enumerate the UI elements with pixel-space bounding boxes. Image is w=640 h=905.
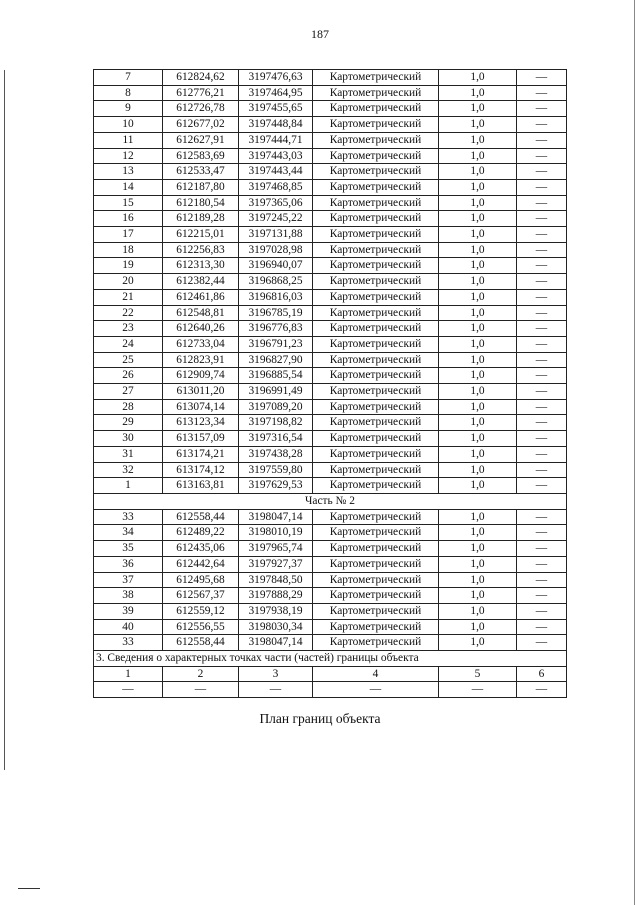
point-number-cell: 8 [94,85,163,101]
table-row [94,352,567,368]
y-coordinate-cell: 3197938,19 [239,603,313,619]
table-row [94,525,567,541]
table-row [94,431,567,447]
y-coordinate-cell: 3197028,98 [239,242,313,258]
method-cell: Картометрический [313,70,439,86]
y-coordinate-cell: 3197927,37 [239,556,313,572]
y-coordinate-cell: 3197365,06 [239,195,313,211]
y-coordinate-cell: 3197455,65 [239,101,313,117]
accuracy-cell: 1,0 [439,179,517,195]
method-cell: Картометрический [313,431,439,447]
method-cell: Картометрический [313,179,439,195]
description-cell: — [517,588,567,604]
point-number-cell: 21 [94,289,163,305]
table-section-3 [94,651,567,698]
x-coordinate-cell: 612187,80 [163,179,239,195]
method-cell: Картометрический [313,117,439,133]
y-coordinate-cell: 3197443,44 [239,164,313,180]
accuracy-cell: 1,0 [439,85,517,101]
description-cell: — [517,258,567,274]
right-margin-rule [634,0,635,905]
y-coordinate-cell: 3197888,29 [239,588,313,604]
table-row [94,478,567,494]
method-cell: Картометрический [313,399,439,415]
point-number-cell: 28 [94,399,163,415]
x-coordinate-cell: 612909,74 [163,368,239,384]
x-coordinate-cell: 612489,22 [163,525,239,541]
x-coordinate-cell: 613074,14 [163,399,239,415]
section-3-header-cell: 5 [439,666,517,682]
section-3-header-cell: 4 [313,666,439,682]
method-cell: Картометрический [313,258,439,274]
x-coordinate-cell: 612442,64 [163,556,239,572]
x-coordinate-cell: 612559,12 [163,603,239,619]
method-cell: Картометрический [313,289,439,305]
description-cell: — [517,352,567,368]
x-coordinate-cell: 612313,30 [163,258,239,274]
accuracy-cell: 1,0 [439,588,517,604]
description-cell: — [517,70,567,86]
x-coordinate-cell: 612548,81 [163,305,239,321]
point-number-cell: 36 [94,556,163,572]
x-coordinate-cell: 612627,91 [163,132,239,148]
accuracy-cell: 1,0 [439,274,517,290]
point-number-cell: 20 [94,274,163,290]
description-cell: — [517,336,567,352]
accuracy-cell: 1,0 [439,101,517,117]
method-cell: Картометрический [313,462,439,478]
x-coordinate-cell: 613157,09 [163,431,239,447]
point-number-cell: 1 [94,478,163,494]
method-cell: Картометрический [313,415,439,431]
table-row [94,70,567,86]
section-3-header-cell: 6 [517,666,567,682]
table-row [94,588,567,604]
point-number-cell: 9 [94,101,163,117]
y-coordinate-cell: 3197476,63 [239,70,313,86]
section-3-cell: — [163,682,239,698]
x-coordinate-cell: 612533,47 [163,164,239,180]
x-coordinate-cell: 612677,02 [163,117,239,133]
y-coordinate-cell: 3197131,88 [239,227,313,243]
accuracy-cell: 1,0 [439,352,517,368]
table-body-part-2 [94,509,567,650]
x-coordinate-cell: 613174,12 [163,462,239,478]
description-cell: — [517,368,567,384]
method-cell: Картометрический [313,509,439,525]
accuracy-cell: 1,0 [439,415,517,431]
y-coordinate-cell: 3197468,85 [239,179,313,195]
method-cell: Картометрический [313,132,439,148]
plan-title: План границ объекта [259,711,381,726]
accuracy-cell: 1,0 [439,603,517,619]
accuracy-cell: 1,0 [439,321,517,337]
description-cell: — [517,603,567,619]
table-row [94,619,567,635]
part-2-label: Часть № 2 [94,493,567,509]
method-cell: Картометрический [313,603,439,619]
y-coordinate-cell: 3198030,34 [239,619,313,635]
accuracy-cell: 1,0 [439,148,517,164]
method-cell: Картометрический [313,211,439,227]
accuracy-cell: 1,0 [439,619,517,635]
accuracy-cell: 1,0 [439,227,517,243]
table-body-part-1 [94,70,567,494]
y-coordinate-cell: 3197443,03 [239,148,313,164]
table-row [94,132,567,148]
table-row [94,117,567,133]
method-cell: Картометрический [313,336,439,352]
point-number-cell: 14 [94,179,163,195]
y-coordinate-cell: 3197245,22 [239,211,313,227]
method-cell: Картометрический [313,619,439,635]
accuracy-cell: 1,0 [439,195,517,211]
y-coordinate-cell: 3196776,83 [239,321,313,337]
table-row [94,305,567,321]
accuracy-cell: 1,0 [439,70,517,86]
x-coordinate-cell: 612567,37 [163,588,239,604]
table-row [94,541,567,557]
description-cell: — [517,289,567,305]
y-coordinate-cell: 3197316,54 [239,431,313,447]
table-row [94,399,567,415]
point-number-cell: 17 [94,227,163,243]
description-cell: — [517,101,567,117]
section-3-header-row [94,666,567,682]
point-number-cell: 22 [94,305,163,321]
description-cell: — [517,227,567,243]
section-3-cell: — [94,682,163,698]
description-cell: — [517,321,567,337]
accuracy-cell: 1,0 [439,399,517,415]
description-cell: — [517,478,567,494]
section-3-cell: — [439,682,517,698]
description-cell: — [517,305,567,321]
point-number-cell: 26 [94,368,163,384]
y-coordinate-cell: 3197629,53 [239,478,313,494]
description-cell: — [517,446,567,462]
y-coordinate-cell: 3196868,25 [239,274,313,290]
accuracy-cell: 1,0 [439,336,517,352]
method-cell: Картометрический [313,164,439,180]
table-row [94,85,567,101]
table-row [94,635,567,651]
x-coordinate-cell: 612558,44 [163,509,239,525]
table-row [94,164,567,180]
table-row [94,556,567,572]
description-cell: — [517,242,567,258]
y-coordinate-cell: 3196991,49 [239,384,313,400]
table-row [94,195,567,211]
accuracy-cell: 1,0 [439,211,517,227]
method-cell: Картометрический [313,478,439,494]
x-coordinate-cell: 612495,68 [163,572,239,588]
point-number-cell: 33 [94,509,163,525]
table-row [94,148,567,164]
point-number-cell: 19 [94,258,163,274]
table-row [94,258,567,274]
y-coordinate-cell: 3197444,71 [239,132,313,148]
section-3-cell: — [517,682,567,698]
accuracy-cell: 1,0 [439,478,517,494]
table-row [94,336,567,352]
section-3-cell: — [313,682,439,698]
description-cell: — [517,415,567,431]
point-number-cell: 16 [94,211,163,227]
method-cell: Картометрический [313,101,439,117]
table-row [94,101,567,117]
method-cell: Картометрический [313,321,439,337]
x-coordinate-cell: 613163,81 [163,478,239,494]
section-3-header-cell: 2 [163,666,239,682]
description-cell: — [517,274,567,290]
accuracy-cell: 1,0 [439,305,517,321]
x-coordinate-cell: 612583,69 [163,148,239,164]
accuracy-cell: 1,0 [439,289,517,305]
method-cell: Картометрический [313,274,439,290]
x-coordinate-cell: 612256,83 [163,242,239,258]
point-number-cell: 27 [94,384,163,400]
section-3-title: 3. Сведения о характерных точках части (частей) границы объекта [94,651,567,667]
description-cell: — [517,556,567,572]
y-coordinate-cell: 3198047,14 [239,635,313,651]
x-coordinate-cell: 612461,86 [163,289,239,305]
point-number-cell: 23 [94,321,163,337]
description-cell: — [517,431,567,447]
table-row [94,289,567,305]
description-cell: — [517,179,567,195]
section-3-header-cell: 1 [94,666,163,682]
left-margin-rule [4,70,5,770]
x-coordinate-cell: 612556,55 [163,619,239,635]
y-coordinate-cell: 3197965,74 [239,541,313,557]
y-coordinate-cell: 3197559,80 [239,462,313,478]
description-cell: — [517,195,567,211]
x-coordinate-cell: 612726,78 [163,101,239,117]
table-row [94,572,567,588]
description-cell: — [517,211,567,227]
y-coordinate-cell: 3196791,23 [239,336,313,352]
point-number-cell: 32 [94,462,163,478]
x-coordinate-cell: 612776,21 [163,85,239,101]
method-cell: Картометрический [313,572,439,588]
accuracy-cell: 1,0 [439,368,517,384]
point-number-cell: 10 [94,117,163,133]
section-3-header-cell: 3 [239,666,313,682]
table-section-part-2 [94,493,567,509]
accuracy-cell: 1,0 [439,132,517,148]
accuracy-cell: 1,0 [439,164,517,180]
method-cell: Картометрический [313,384,439,400]
page-number: 187 [311,27,329,41]
y-coordinate-cell: 3197448,84 [239,117,313,133]
description-cell: — [517,541,567,557]
accuracy-cell: 1,0 [439,431,517,447]
table-row [94,368,567,384]
table-row [94,274,567,290]
point-number-cell: 40 [94,619,163,635]
point-number-cell: 13 [94,164,163,180]
accuracy-cell: 1,0 [439,556,517,572]
y-coordinate-cell: 3196816,03 [239,289,313,305]
y-coordinate-cell: 3196885,54 [239,368,313,384]
method-cell: Картометрический [313,195,439,211]
description-cell: — [517,399,567,415]
point-number-cell: 29 [94,415,163,431]
x-coordinate-cell: 612640,26 [163,321,239,337]
y-coordinate-cell: 3198010,19 [239,525,313,541]
point-number-cell: 24 [94,336,163,352]
accuracy-cell: 1,0 [439,384,517,400]
accuracy-cell: 1,0 [439,446,517,462]
y-coordinate-cell: 3196940,07 [239,258,313,274]
method-cell: Картометрический [313,227,439,243]
method-cell: Картометрический [313,305,439,321]
description-cell: — [517,85,567,101]
table-row [94,446,567,462]
description-cell: — [517,164,567,180]
point-number-cell: 31 [94,446,163,462]
part-2-header-row [94,493,567,509]
coordinates-table [93,69,567,698]
point-number-cell: 30 [94,431,163,447]
x-coordinate-cell: 612180,54 [163,195,239,211]
method-cell: Картометрический [313,588,439,604]
description-cell: — [517,462,567,478]
y-coordinate-cell: 3197464,95 [239,85,313,101]
description-cell: — [517,132,567,148]
point-number-cell: 25 [94,352,163,368]
table-row [94,242,567,258]
y-coordinate-cell: 3197089,20 [239,399,313,415]
description-cell: — [517,117,567,133]
point-number-cell: 34 [94,525,163,541]
x-coordinate-cell: 612215,01 [163,227,239,243]
accuracy-cell: 1,0 [439,572,517,588]
method-cell: Картометрический [313,541,439,557]
description-cell: — [517,148,567,164]
point-number-cell: 39 [94,603,163,619]
point-number-cell: 33 [94,635,163,651]
method-cell: Картометрический [313,242,439,258]
point-number-cell: 38 [94,588,163,604]
x-coordinate-cell: 613123,34 [163,415,239,431]
method-cell: Картометрический [313,352,439,368]
x-coordinate-cell: 613174,21 [163,446,239,462]
y-coordinate-cell: 3198047,14 [239,509,313,525]
x-coordinate-cell: 612189,28 [163,211,239,227]
accuracy-cell: 1,0 [439,509,517,525]
point-number-cell: 35 [94,541,163,557]
table-row [94,211,567,227]
section-3-cell: — [239,682,313,698]
section-3-data-row [94,682,567,698]
accuracy-cell: 1,0 [439,258,517,274]
method-cell: Картометрический [313,368,439,384]
accuracy-cell: 1,0 [439,541,517,557]
x-coordinate-cell: 612558,44 [163,635,239,651]
point-number-cell: 11 [94,132,163,148]
description-cell: — [517,619,567,635]
point-number-cell: 37 [94,572,163,588]
method-cell: Картометрический [313,148,439,164]
section-3-title-row [94,651,567,667]
point-number-cell: 18 [94,242,163,258]
description-cell: — [517,635,567,651]
x-coordinate-cell: 612435,06 [163,541,239,557]
point-number-cell: 15 [94,195,163,211]
method-cell: Картометрический [313,556,439,572]
description-cell: — [517,572,567,588]
method-cell: Картометрический [313,525,439,541]
point-number-cell: 7 [94,70,163,86]
x-coordinate-cell: 612824,62 [163,70,239,86]
accuracy-cell: 1,0 [439,635,517,651]
table-row [94,603,567,619]
description-cell: — [517,384,567,400]
method-cell: Картометрический [313,635,439,651]
y-coordinate-cell: 3196785,19 [239,305,313,321]
table-row [94,384,567,400]
x-coordinate-cell: 612823,91 [163,352,239,368]
accuracy-cell: 1,0 [439,242,517,258]
table-row [94,509,567,525]
y-coordinate-cell: 3197438,28 [239,446,313,462]
method-cell: Картометрический [313,85,439,101]
method-cell: Картометрический [313,446,439,462]
table-row [94,415,567,431]
table-row [94,227,567,243]
accuracy-cell: 1,0 [439,462,517,478]
accuracy-cell: 1,0 [439,117,517,133]
x-coordinate-cell: 613011,20 [163,384,239,400]
y-coordinate-cell: 3197198,82 [239,415,313,431]
table-row [94,321,567,337]
point-number-cell: 12 [94,148,163,164]
table-row [94,462,567,478]
table-row [94,179,567,195]
y-coordinate-cell: 3196827,90 [239,352,313,368]
x-coordinate-cell: 612382,44 [163,274,239,290]
accuracy-cell: 1,0 [439,525,517,541]
bottom-margin-mark [18,888,40,889]
y-coordinate-cell: 3197848,50 [239,572,313,588]
x-coordinate-cell: 612733,04 [163,336,239,352]
description-cell: — [517,509,567,525]
description-cell: — [517,525,567,541]
